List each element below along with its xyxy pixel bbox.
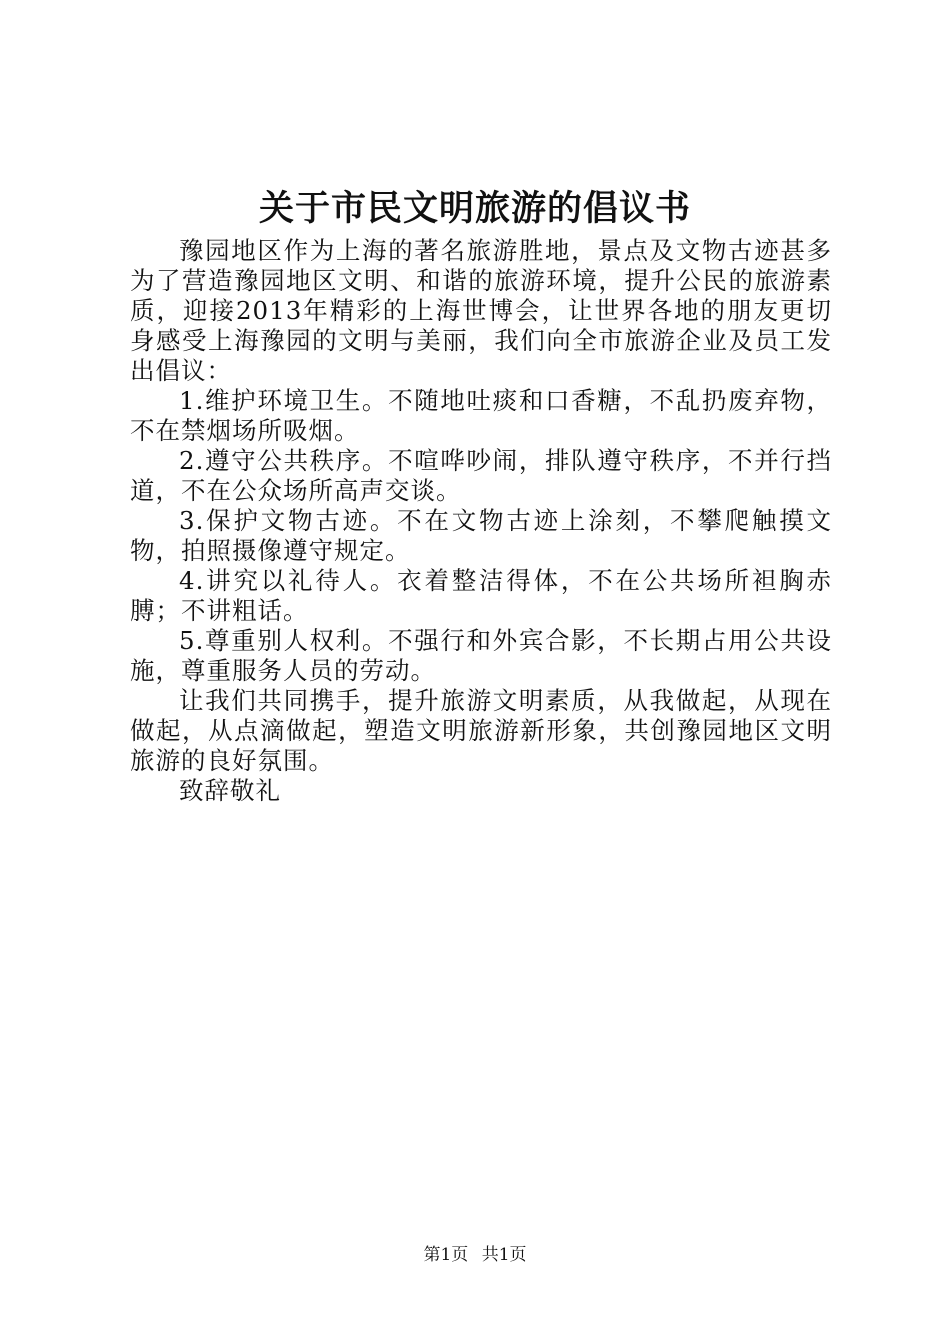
proposal-item-1: 1.维护环境卫生。不随地吐痰和口香糖，不乱扔废弃物，不在禁烟场所吸烟。 — [130, 386, 832, 445]
intro-paragraph: 豫园地区作为上海的著名旅游胜地，景点及文物古迹甚多为了营造豫园地区文明、和谐的旅游环境，提升公民的旅游素质，迎接2013年精彩的上海世博会，让世界各地的朋友更切身感受上海豫园的文明与美丽，我们向全市旅游企业及员工发出倡议： — [130, 236, 832, 385]
document-title: 关于市民文明旅游的倡议书 — [258, 188, 691, 229]
document-body — [130, 236, 832, 806]
proposal-item-3: 3.保护文物古迹。不在文物古迹上涂刻，不攀爬触摸文物，拍照摄像遵守规定。 — [130, 506, 832, 565]
page-count: 共1页 — [481, 1245, 527, 1265]
proposal-item-4: 4.讲究以礼待人。衣着整洁得体，不在公共场所袒胸赤膊；不讲粗话。 — [130, 566, 832, 625]
proposal-item-5: 5.尊重别人权利。不强行和外宾合影，不长期占用公共设施，尊重服务人员的劳动。 — [130, 626, 832, 685]
closing-paragraph: 让我们共同携手，提升旅游文明素质，从我做起，从现在做起，从点滴做起，塑造文明旅游新形象，共创豫园地区文明旅游的良好氛围。 — [130, 686, 832, 775]
salutation: 致辞敬礼 — [179, 776, 281, 805]
proposal-item-2: 2.遵守公共秩序。不喧哗吵闹，排队遵守秩序，不并行挡道，不在公众场所高声交谈。 — [130, 446, 832, 505]
page-footer — [0, 1243, 950, 1267]
page-number: 第1页 — [423, 1245, 469, 1265]
